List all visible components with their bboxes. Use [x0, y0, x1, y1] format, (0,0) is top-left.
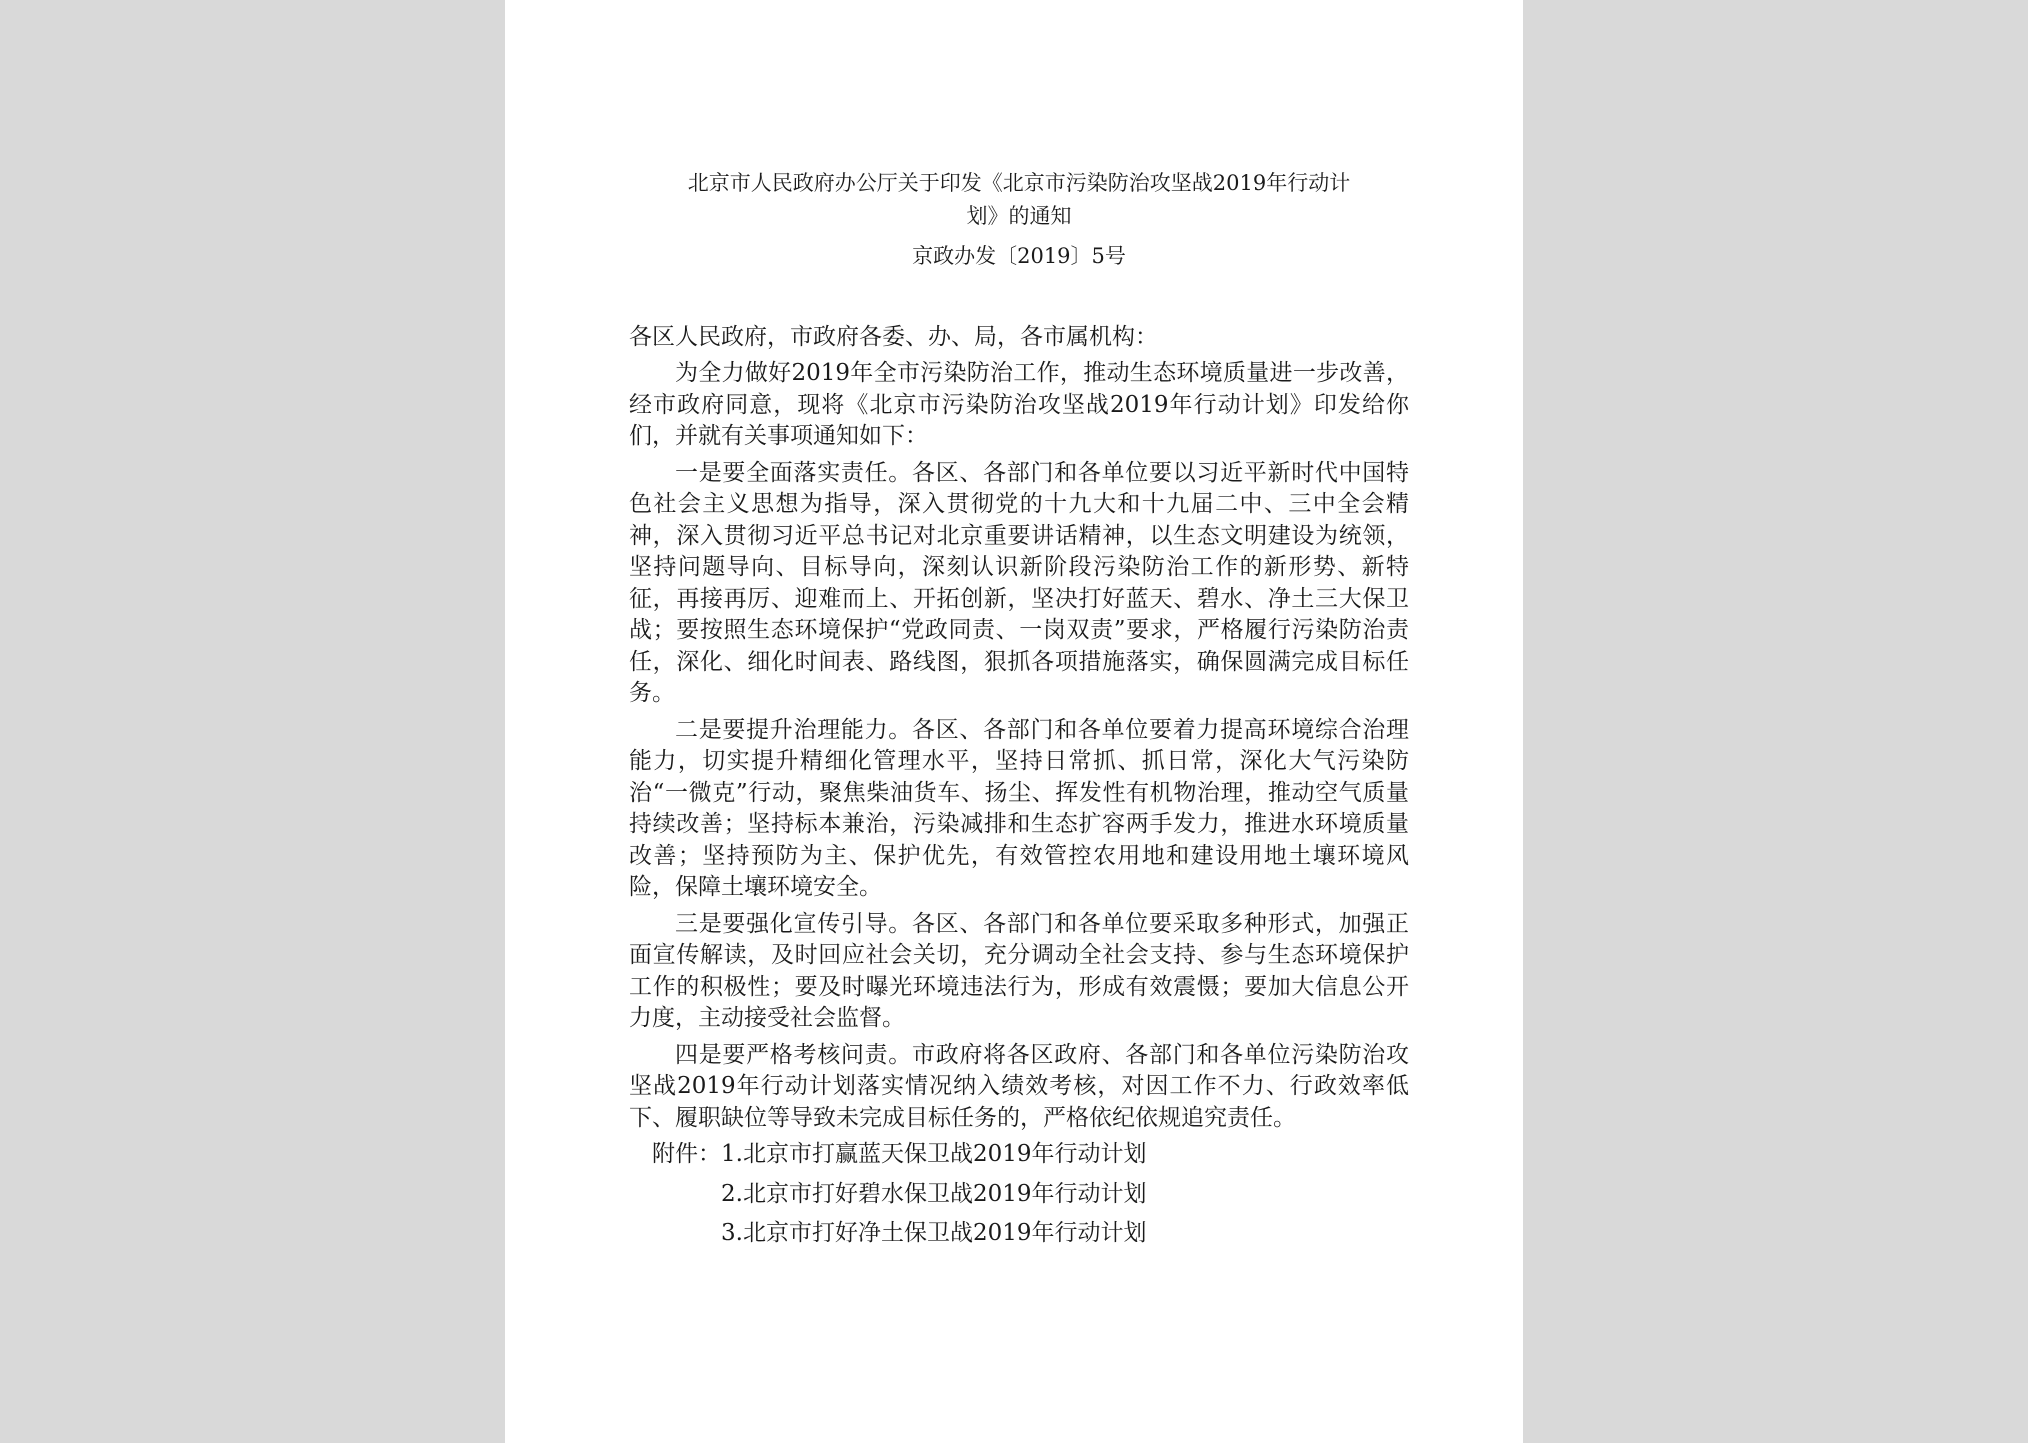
attachment-1: 1.北京市打赢蓝天保卫战2019年行动计划	[721, 1141, 1147, 1167]
attachment-2: 2.北京市打好碧水保卫战2019年行动计划	[721, 1180, 1147, 1207]
paragraph-1: 一是要全面落实责任。各区、各部门和各单位要以习近平新时代中国特色社会主义思想为指导，深入贯彻党的十九大和十九届二中、三中全会精神，深入贯彻习近平总书记对北京重要讲话精神，以生态文明建设为统领，坚持问题导向、目标导向，深刻认识新阶段污染防治工作的新形势、新特征，再接再厉、迎难而上、开拓创新，坚决打好蓝天、碧水、净土三大保卫战；要按照生态环境保护“党政同责、一岗双责”要求，严格履行污染防治责任，深化、细化时间表、路线图，狠抓各项措施落实，确保圆满完成目标任务。	[629, 459, 1409, 706]
attachments-label: 附件：	[652, 1141, 721, 1167]
attachment-item	[629, 1179, 1409, 1211]
document-title-line-1: 北京市人民政府办公厅关于印发《北京市污染防治攻坚战2019年行动计	[687, 171, 1351, 195]
paragraph-3: 三是要强化宣传引导。各区、各部门和各单位要采取多种形式，加强正面宣传解读，及时回应社会关切，充分调动全社会支持、参与生态环境保护工作的积极性；要及时曝光环境违法行为，形成有效震慑；要加大信息公开力度，主动接受社会监督。	[629, 910, 1409, 1031]
document-body	[629, 358, 1409, 1258]
document-title-line-2: 划》的通知	[966, 204, 1072, 228]
attachment-item	[629, 1218, 1409, 1250]
document-page	[505, 0, 1523, 1443]
attachment-item	[629, 1139, 1409, 1171]
paragraph-intro: 为全力做好2019年全市污染防治工作，推动生态环境质量进一步改善，经市政府同意，现将《北京市污染防治攻坚战2019年行动计划》印发给你们，并就有关事项通知如下：	[629, 360, 1409, 449]
attachment-3: 3.北京市打好净土保卫战2019年行动计划	[721, 1220, 1147, 1246]
paragraph-4: 四是要严格考核问责。市政府将各区政府、各部门和各单位污染防治攻坚战2019年行动计划落实情况纳入绩效考核，对因工作不力、行政效率低下、履职缺位等导致未完成目标任务的，严格依纪依规追究责任。	[629, 1041, 1409, 1131]
document-number: 京政办发〔2019〕5号	[912, 244, 1126, 268]
salutation: 各区人民政府，市政府各委、办、局，各市属机构：	[629, 324, 1158, 350]
paragraph-2: 二是要提升治理能力。各区、各部门和各单位要着力提高环境综合治理能力，切实提升精细化管理水平，坚持日常抓、抓日常，深化大气污染防治“一微克”行动，聚焦柴油货车、扬尘、挥发性有机物治理，推动空气质量持续改善；坚持标本兼治，污染减排和生态扩容两手发力，推进水环境质量改善；坚持预防为主、保护优先，有效管控农用地和建设用地土壤环境风险，保障土壤环境安全。	[629, 716, 1409, 900]
